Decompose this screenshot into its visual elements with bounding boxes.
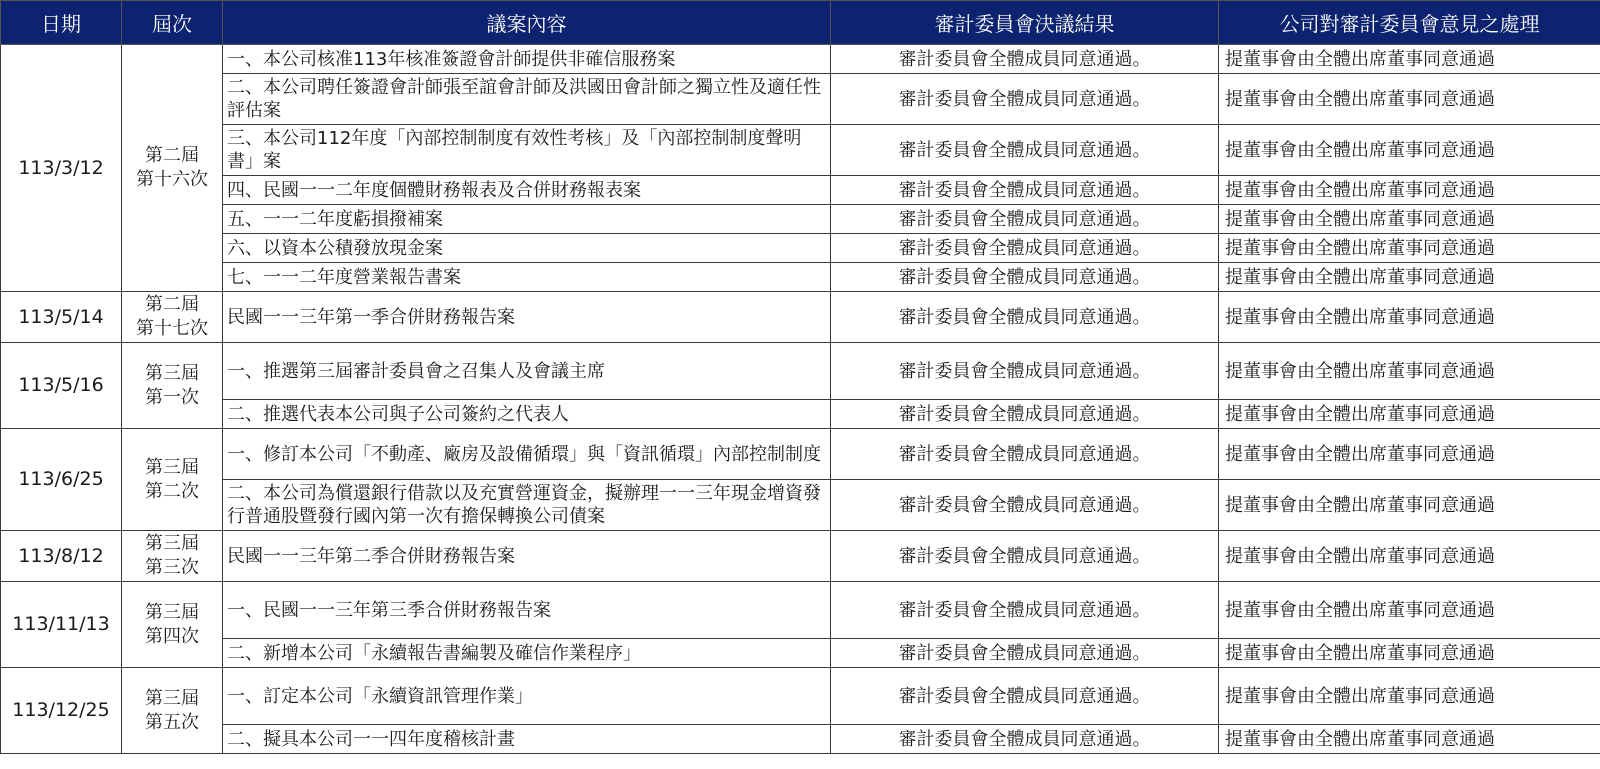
meeting-date: 113/6/25 xyxy=(1,429,122,531)
table-row xyxy=(1,429,1600,480)
proposal-content: 民國一一三年第二季合併財務報告案 xyxy=(223,531,831,582)
table-row xyxy=(1,480,1600,531)
company-response: 提董事會由全體出席董事同意通過 xyxy=(1219,176,1600,205)
committee-resolution: 審計委員會全體成員同意通過。 xyxy=(831,429,1219,480)
meeting-session: 第二屆 第十六次 xyxy=(122,45,223,292)
committee-resolution: 審計委員會全體成員同意通過。 xyxy=(831,582,1219,639)
company-response: 提董事會由全體出席董事同意通過 xyxy=(1219,205,1600,234)
company-response: 提董事會由全體出席董事同意通過 xyxy=(1219,429,1600,480)
meeting-session: 第三屆 第一次 xyxy=(122,343,223,429)
proposal-content: 二、新增本公司「永續報告書編製及確信作業程序」 xyxy=(223,639,831,668)
company-response: 提董事會由全體出席董事同意通過 xyxy=(1219,582,1600,639)
proposal-content: 一、民國一一三年第三季合併財務報告案 xyxy=(223,582,831,639)
table-row xyxy=(1,400,1600,429)
committee-resolution: 審計委員會全體成員同意通過。 xyxy=(831,74,1219,125)
committee-resolution: 審計委員會全體成員同意通過。 xyxy=(831,205,1219,234)
company-response: 提董事會由全體出席董事同意通過 xyxy=(1219,639,1600,668)
company-response: 提董事會由全體出席董事同意通過 xyxy=(1219,531,1600,582)
meeting-session: 第三屆 第三次 xyxy=(122,531,223,582)
meeting-date: 113/12/25 xyxy=(1,668,122,754)
proposal-content: 一、訂定本公司「永續資訊管理作業」 xyxy=(223,668,831,725)
committee-resolution: 審計委員會全體成員同意通過。 xyxy=(831,292,1219,343)
header-date: 日期 xyxy=(1,1,122,45)
table-row xyxy=(1,668,1600,725)
committee-resolution: 審計委員會全體成員同意通過。 xyxy=(831,531,1219,582)
committee-resolution: 審計委員會全體成員同意通過。 xyxy=(831,480,1219,531)
company-response: 提董事會由全體出席董事同意通過 xyxy=(1219,343,1600,400)
company-response: 提董事會由全體出席董事同意通過 xyxy=(1219,400,1600,429)
committee-resolution: 審計委員會全體成員同意通過。 xyxy=(831,176,1219,205)
proposal-content: 二、推選代表本公司與子公司簽約之代表人 xyxy=(223,400,831,429)
proposal-content: 七、一一二年度營業報告書案 xyxy=(223,263,831,292)
table-row xyxy=(1,725,1600,754)
header-proposal: 議案內容 xyxy=(223,1,831,45)
proposal-content: 二、擬具本公司一一四年度稽核計畫 xyxy=(223,725,831,754)
meeting-date: 113/11/13 xyxy=(1,582,122,668)
table-row xyxy=(1,531,1600,582)
committee-resolution: 審計委員會全體成員同意通過。 xyxy=(831,234,1219,263)
company-response: 提董事會由全體出席董事同意通過 xyxy=(1219,45,1600,74)
table-row xyxy=(1,74,1600,125)
proposal-content: 一、修訂本公司「不動產、廠房及設備循環」與「資訊循環」內部控制制度 xyxy=(223,429,831,480)
proposal-content: 四、民國一一二年度個體財務報表及合併財務報表案 xyxy=(223,176,831,205)
company-response: 提董事會由全體出席董事同意通過 xyxy=(1219,263,1600,292)
table-row xyxy=(1,45,1600,74)
committee-resolution: 審計委員會全體成員同意通過。 xyxy=(831,725,1219,754)
committee-resolution: 審計委員會全體成員同意通過。 xyxy=(831,400,1219,429)
table-row xyxy=(1,639,1600,668)
header-response: 公司對審計委員會意見之處理 xyxy=(1219,1,1600,45)
committee-resolution: 審計委員會全體成員同意通過。 xyxy=(831,639,1219,668)
proposal-content: 五、一一二年度虧損撥補案 xyxy=(223,205,831,234)
table-row xyxy=(1,125,1600,176)
committee-resolution: 審計委員會全體成員同意通過。 xyxy=(831,263,1219,292)
company-response: 提董事會由全體出席董事同意通過 xyxy=(1219,234,1600,263)
meeting-session: 第三屆 第四次 xyxy=(122,582,223,668)
company-response: 提董事會由全體出席董事同意通過 xyxy=(1219,74,1600,125)
meeting-date: 113/5/16 xyxy=(1,343,122,429)
company-response: 提董事會由全體出席董事同意通過 xyxy=(1219,668,1600,725)
committee-resolution: 審計委員會全體成員同意通過。 xyxy=(831,343,1219,400)
committee-resolution: 審計委員會全體成員同意通過。 xyxy=(831,125,1219,176)
meeting-session: 第三屆 第二次 xyxy=(122,429,223,531)
company-response: 提董事會由全體出席董事同意通過 xyxy=(1219,292,1600,343)
table-row xyxy=(1,176,1600,205)
table-row xyxy=(1,205,1600,234)
proposal-content: 二、本公司聘任簽證會計師張至誼會計師及洪國田會計師之獨立性及適任性評估案 xyxy=(223,74,831,125)
meeting-date: 113/8/12 xyxy=(1,531,122,582)
committee-resolution: 審計委員會全體成員同意通過。 xyxy=(831,668,1219,725)
proposal-content: 六、以資本公積發放現金案 xyxy=(223,234,831,263)
table-row xyxy=(1,234,1600,263)
header-session: 屆次 xyxy=(122,1,223,45)
proposal-content: 三、本公司112年度「內部控制制度有效性考核」及「內部控制制度聲明書」案 xyxy=(223,125,831,176)
meeting-session: 第三屆 第五次 xyxy=(122,668,223,754)
company-response: 提董事會由全體出席董事同意通過 xyxy=(1219,480,1600,531)
company-response: 提董事會由全體出席董事同意通過 xyxy=(1219,125,1600,176)
header-result: 審計委員會決議結果 xyxy=(831,1,1219,45)
table-row xyxy=(1,292,1600,343)
committee-resolution: 審計委員會全體成員同意通過。 xyxy=(831,45,1219,74)
table-body xyxy=(1,45,1600,754)
proposal-content: 民國一一三年第一季合併財務報告案 xyxy=(223,292,831,343)
company-response: 提董事會由全體出席董事同意通過 xyxy=(1219,725,1600,754)
meeting-session: 第二屆 第十七次 xyxy=(122,292,223,343)
table-row xyxy=(1,263,1600,292)
proposal-content: 二、本公司為償還銀行借款以及充實營運資金，擬辦理一一三年現金增資發行普通股暨發行國內第一次有擔保轉換公司債案 xyxy=(223,480,831,531)
meeting-date: 113/5/14 xyxy=(1,292,122,343)
proposal-content: 一、推選第三屆審計委員會之召集人及會議主席 xyxy=(223,343,831,400)
proposal-content: 一、本公司核准113年核准簽證會計師提供非確信服務案 xyxy=(223,45,831,74)
meeting-date: 113/3/12 xyxy=(1,45,122,292)
table-row xyxy=(1,343,1600,400)
table-header-row xyxy=(1,1,1600,45)
table-row xyxy=(1,582,1600,639)
